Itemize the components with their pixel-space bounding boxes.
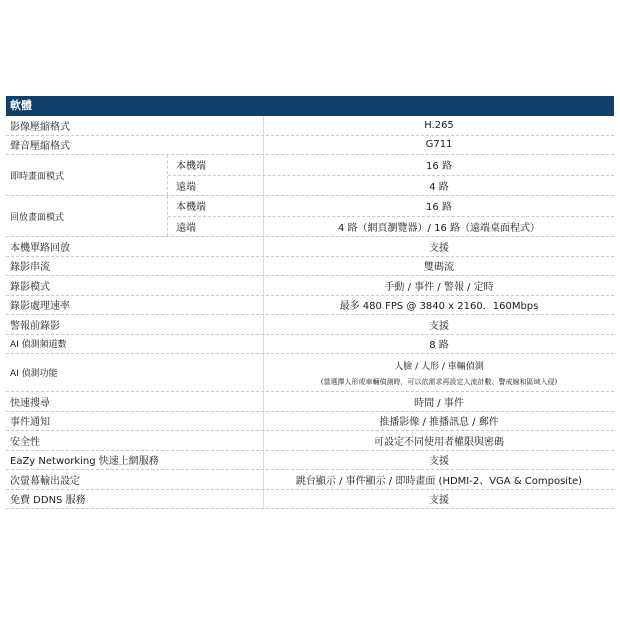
row-label: 快速搜尋 xyxy=(6,392,264,411)
row-label: 聲音壓縮格式 xyxy=(6,136,264,155)
sub-value: 4 路 xyxy=(429,181,449,193)
row-value: 最多 480 FPS @ 3840 x 2160．160Mbps xyxy=(339,301,539,313)
sub-value: 16 路 xyxy=(426,202,452,214)
row-label: 影像壓縮格式 xyxy=(6,116,264,135)
sub-row xyxy=(168,216,614,237)
row-label: 錄影處理速率 xyxy=(6,296,264,315)
row-value: G711 xyxy=(425,139,453,151)
row-value: 雙碼流 xyxy=(424,262,454,274)
table-row xyxy=(6,392,614,412)
group-label: 即時畫面模式 xyxy=(6,155,168,195)
table-row xyxy=(6,136,614,156)
table-row xyxy=(6,354,614,392)
table-row xyxy=(6,335,614,355)
row-label: 錄影模式 xyxy=(6,276,264,295)
sub-label: 遠端 xyxy=(168,176,264,196)
table-row xyxy=(6,470,614,490)
table-row xyxy=(6,315,614,335)
sub-label: 本機端 xyxy=(168,196,264,216)
row-value: 支援 xyxy=(429,456,449,468)
table-row xyxy=(6,116,614,136)
group-label: 回放畫面模式 xyxy=(6,196,168,236)
table-row xyxy=(6,257,614,277)
table-row xyxy=(6,490,614,510)
row-label: 免費 DDNS 服務 xyxy=(6,490,264,509)
row-value: 支援 xyxy=(429,495,449,507)
row-value: 手動 / 事件 / 警報 / 定時 xyxy=(384,281,494,293)
row-label: 本機單路回放 xyxy=(6,237,264,256)
row-label: EaZy Networking 快速上網服務 xyxy=(6,451,264,470)
table-row xyxy=(6,276,614,296)
row-label: AI 偵測功能 xyxy=(6,354,264,391)
sub-row xyxy=(168,155,614,175)
sub-row xyxy=(168,175,614,196)
ai-detection-note: (當選擇人形或車輛偵測時，可以依需求再設定人流計數、警戒線和區域入侵) xyxy=(320,377,558,386)
playback-group xyxy=(6,196,614,237)
sub-value: 16 路 xyxy=(426,161,452,173)
row-label: AI 偵測頻道數 xyxy=(6,335,264,354)
row-value: 跳台顯示 / 事件顯示 / 即時畫面 (HDMI-2、VGA & Composite) xyxy=(295,475,583,487)
sub-row xyxy=(168,196,614,216)
row-label: 安全性 xyxy=(6,431,264,450)
row-value xyxy=(264,354,614,391)
sub-label: 遠端 xyxy=(168,217,264,237)
row-label: 錄影串流 xyxy=(6,257,264,276)
table-row xyxy=(6,451,614,471)
row-value: H.265 xyxy=(424,119,454,131)
row-label: 警報前錄影 xyxy=(6,315,264,334)
ai-detection-value: 人臉 / 人形 / 車輛偵測 xyxy=(394,361,484,372)
row-value: 8 路 xyxy=(429,340,449,352)
row-label: 事件通知 xyxy=(6,412,264,431)
table-row xyxy=(6,237,614,257)
table-row xyxy=(6,431,614,451)
sub-label: 本機端 xyxy=(168,155,264,175)
row-value: 支援 xyxy=(429,320,449,332)
row-value: 時間 / 事件 xyxy=(414,397,464,409)
table-row xyxy=(6,296,614,316)
row-value: 支援 xyxy=(429,242,449,254)
row-value: 可設定不同使用者權限與密碼 xyxy=(374,436,504,448)
table-row xyxy=(6,412,614,432)
row-value: 推播影像 / 推播訊息 / 郵件 xyxy=(379,417,499,429)
spec-table xyxy=(6,96,614,509)
section-header: 軟體 xyxy=(6,96,614,116)
live-view-group xyxy=(6,155,614,196)
sub-value: 4 路（網頁瀏覽器）/ 16 路（遠端桌面程式） xyxy=(338,222,540,234)
row-label: 次螢幕輸出設定 xyxy=(6,470,264,489)
